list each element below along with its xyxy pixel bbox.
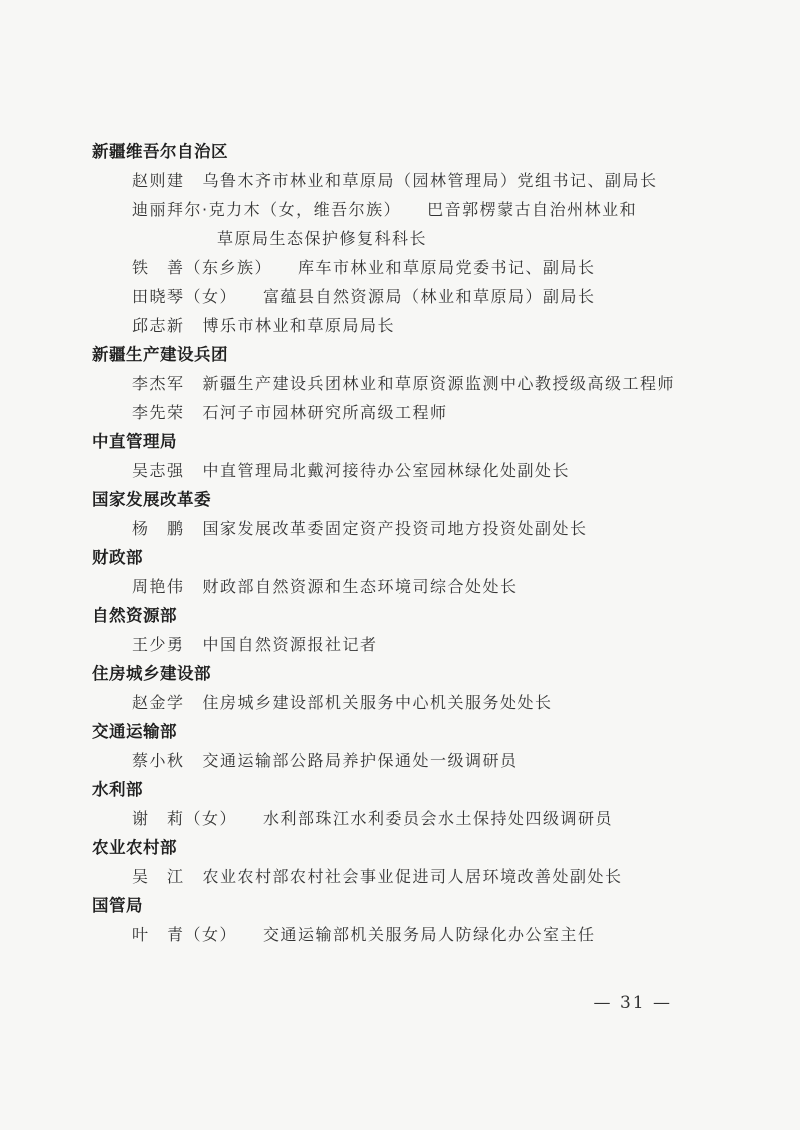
person-title: 富蕴县自然资源局（林业和草原局）副局长 [263,287,596,306]
group-guoguan [92,891,732,949]
group-agriculture [92,833,732,891]
person-title: 乌鲁木齐市林业和草原局（园林管理局）党组书记、副局长 [202,171,658,190]
person-title: 石河子市园林研究所高级工程师 [202,403,448,422]
group-title: 国管局 [92,896,143,915]
list-item [92,311,732,340]
person-title: 库车市林业和草原局党委书记、副局长 [298,258,596,277]
person-title: 交通运输部公路局养护保通处一级调研员 [202,751,518,770]
list-item [92,282,732,311]
person-name: 蔡小秋 [132,751,185,770]
group-title: 交通运输部 [92,722,177,741]
person-title: 新疆生产建设兵团林业和草原资源监测中心教授级高级工程师 [202,374,676,393]
list-item [92,514,732,543]
group-title: 财政部 [92,548,143,567]
list-item [92,862,732,891]
group-title: 新疆维吾尔自治区 [92,142,228,161]
list-item [92,572,732,601]
group-title: 中直管理局 [92,432,177,451]
person-title: 水利部珠江水利委员会水土保持处四级调研员 [263,809,614,828]
person-name: 赵金学 [132,693,185,712]
person-name: 周艳伟 [132,577,185,596]
page-number: — 31 — [593,993,672,1013]
person-title: 博乐市林业和草原局局长 [202,316,396,335]
group-title: 农业农村部 [92,838,177,857]
list-item [92,195,732,253]
group-finance [92,543,732,601]
group-title: 住房城乡建设部 [92,664,211,683]
person-name: 李杰军 [132,374,185,393]
person-title: 财政部自然资源和生态环境司综合处处长 [202,577,518,596]
person-title: 农业农村部农村社会事业促进司人居环境改善处副处长 [202,867,623,886]
group-title: 自然资源部 [92,606,177,625]
list-item [92,369,732,398]
list-item [92,398,732,427]
group-xpcc [92,340,732,427]
group-transport [92,717,732,775]
person-name: 田晓琴（女） [132,287,238,306]
person-title-continued: 草原局生态保护修复科科长 [217,229,428,248]
person-title: 交通运输部机关服务局人防绿化办公室主任 [263,925,596,944]
award-list [92,137,732,949]
list-item [92,746,732,775]
group-housing [92,659,732,717]
group-natural-resources [92,601,732,659]
person-title: 中直管理局北戴河接待办公室园林绿化处副处长 [202,461,571,480]
person-name: 迪丽拜尔·克力木（女，维吾尔族） [132,200,402,219]
person-name: 谢 莉（女） [132,809,238,828]
list-item [92,456,732,485]
person-name: 杨 鹏 [132,519,185,538]
list-item [92,804,732,833]
group-title: 新疆生产建设兵团 [92,345,228,364]
list-item [92,166,732,195]
group-zhongzhi [92,427,732,485]
person-title: 住房城乡建设部机关服务中心机关服务处处长 [202,693,553,712]
list-item [92,630,732,659]
person-title: 巴音郭楞蒙古自治州林业和 [427,200,638,219]
group-title: 国家发展改革委 [92,490,211,509]
person-name: 赵则建 [132,171,185,190]
person-name: 吴 江 [132,867,185,886]
person-name: 叶 青（女） [132,925,238,944]
group-water [92,775,732,833]
person-title: 中国自然资源报社记者 [202,635,378,654]
person-name: 邱志新 [132,316,185,335]
person-name: 李先荣 [132,403,185,422]
person-title: 国家发展改革委固定资产投资司地方投资处副处长 [202,519,588,538]
list-item [92,920,732,949]
person-name: 王少勇 [132,635,185,654]
person-name: 铁 善（东乡族） [132,258,273,277]
group-title: 水利部 [92,780,143,799]
list-item [92,688,732,717]
group-xinjiang [92,137,732,340]
person-name: 吴志强 [132,461,185,480]
group-ndrc [92,485,732,543]
list-item [92,253,732,282]
